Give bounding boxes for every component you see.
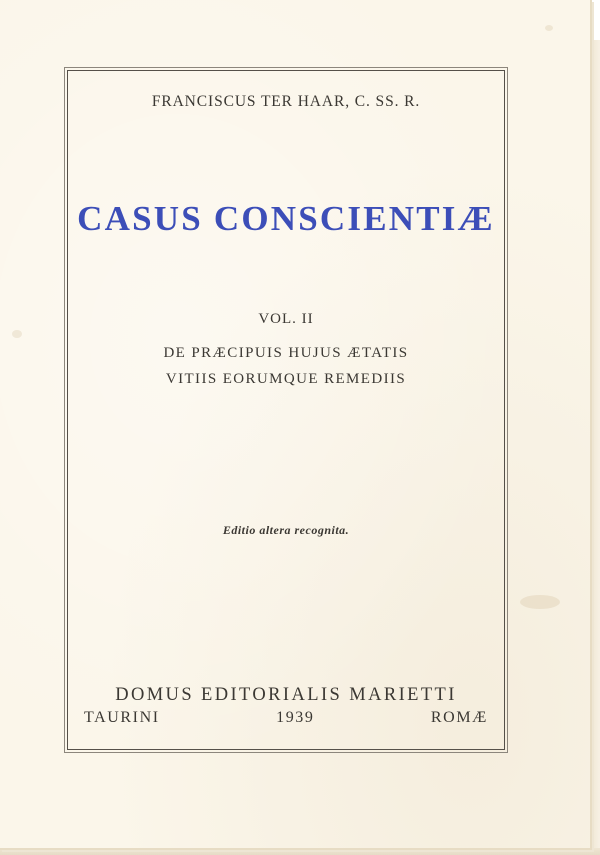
volume-label: VOL. II [258,311,314,327]
subtitle-line-1: DE PRÆCIPUIS HUJUS ÆTATIS [163,345,409,361]
book-title: CASUS CONSCIENTIÆ [77,199,495,238]
subtitle-line-2: VITIIS EORUMQUE REMEDIIS [165,371,407,387]
paper-stain [520,595,560,609]
paper-stain [545,25,553,31]
edition-note: Editio altera recognita. [222,523,350,537]
city-right: ROMÆ [430,709,488,726]
publication-year: 1939 [276,709,315,726]
author-name: FRANCISCUS TER HAAR, C. SS. R. [151,93,421,110]
publisher-name: DOMUS EDITORIALIS MARIETTI [115,685,457,705]
paper-stain [12,330,22,338]
city-left: TAURINI [84,709,160,726]
imprint-line [84,709,488,727]
cover-border-frame [67,70,505,750]
